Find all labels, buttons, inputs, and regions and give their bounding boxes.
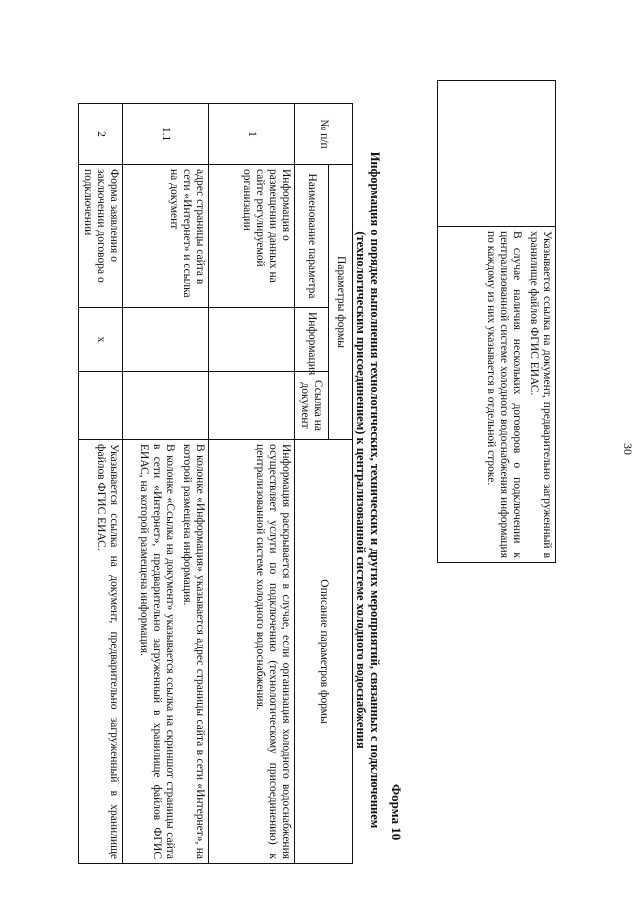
- header-info: Информация: [295, 308, 329, 372]
- continuation-description-p1: Указывается ссылка на документ, предварительно загруженный в хранилище файлов ФГИС ЕИАС.: [528, 231, 553, 558]
- row-link: [79, 372, 123, 440]
- row-info: [209, 308, 295, 372]
- continuation-empty-cell: [438, 81, 556, 227]
- form-title: Информация о порядке выполнения технологических, технических и других мероприятий, связанных с подключением (технологическим присоединением) к централизованной системе холодного водоснабжения: [354, 151, 382, 829]
- row-name: Информация о размещении данных на сайте регулируемой организации: [209, 165, 295, 308]
- row-info: [123, 308, 209, 372]
- header-name: Наименование параметра: [295, 165, 329, 308]
- row-num: 1: [209, 104, 295, 165]
- row-desc: [209, 440, 295, 864]
- row-desc-p1: Указывается ссылка на документ, предварительно загруженный в хранилище файлов ФГИС ЕИАС.: [95, 444, 120, 860]
- row-desc-p2: В колонке «Ссылка на документ» указывается ссылка на скриншот страницы сайта в сети «Интернет», предварительно загруженный в хранилище файлов ФГИС ЕИАС, на которой размещена информация.: [138, 444, 176, 860]
- row-name: Форма заявления о заключении договора о подключении: [79, 165, 123, 308]
- table-row: [123, 104, 209, 864]
- row-num: 2: [79, 104, 123, 165]
- header-desc: Описание параметров формы: [295, 440, 353, 864]
- row-desc: [79, 440, 123, 864]
- form-number: Форма 10: [389, 784, 404, 841]
- header-link: Ссылка на документ: [295, 372, 329, 440]
- continuation-table: [437, 80, 556, 563]
- row-desc-p1: Информация раскрывается в случае, если организация холодного водоснабжения осуществляет услуги по подключению (технологическому присоединению) к централизованной системе холодного водоснабжения.: [254, 444, 292, 860]
- continuation-description-cell: [438, 227, 556, 563]
- form-table: [78, 103, 353, 864]
- table-row: [209, 104, 295, 864]
- page-number: 30: [621, 443, 635, 455]
- row-desc: [123, 440, 209, 864]
- row-link: [209, 372, 295, 440]
- row-info: x: [79, 308, 123, 372]
- row-num: 1.1: [123, 104, 209, 165]
- table-row: [79, 104, 123, 864]
- row-link: [123, 372, 209, 440]
- header-num: № п/п: [295, 104, 353, 165]
- header-params-group: Параметры формы: [329, 165, 353, 440]
- row-desc-p1: В колонке «Информация» указывается адрес страницы сайта в сети «Интернет», на которой размещена информация.: [181, 444, 206, 860]
- row-name: адрес страницы сайта в сети «Интернет» и ссылка на документ: [123, 165, 209, 308]
- continuation-description-p2: В случае наличия нескольких договоров о подключении к централизованной системе холодного водоснабжения информация по каждому из них указывается в отдельной строке.: [485, 231, 523, 558]
